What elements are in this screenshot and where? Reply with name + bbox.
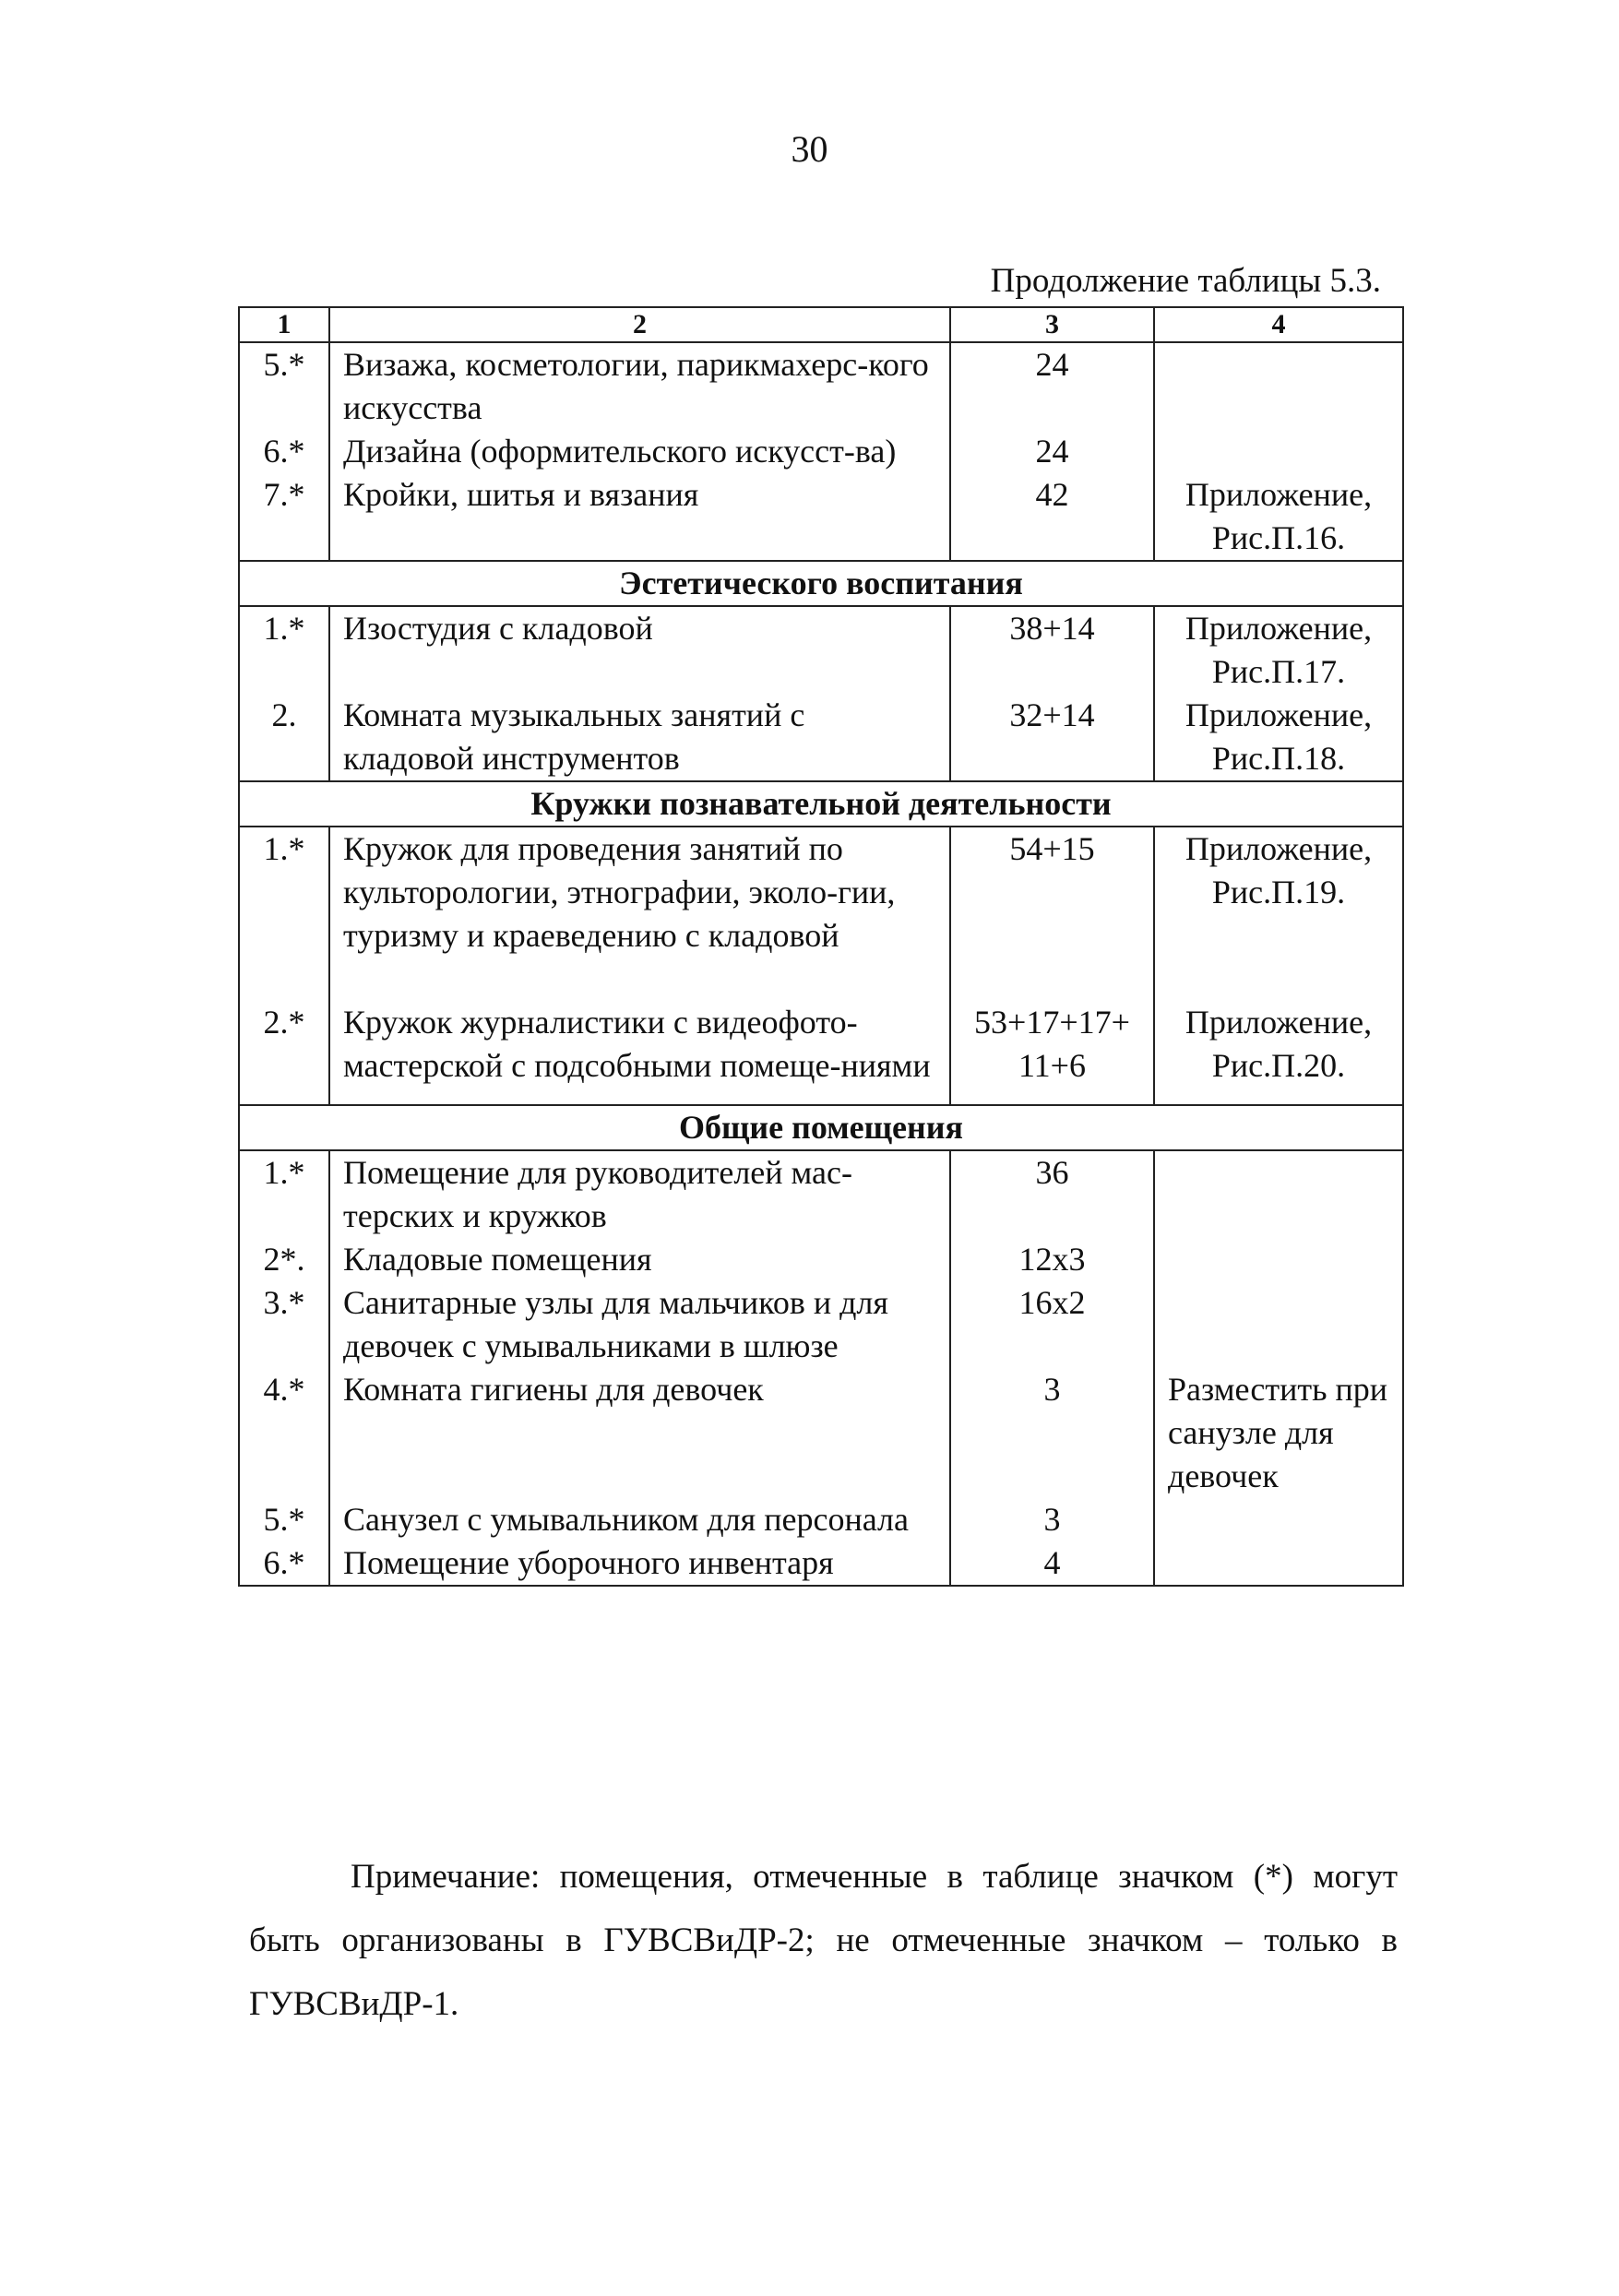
table-row xyxy=(239,1238,1403,1281)
row-name: Кладовые помещения xyxy=(329,1238,950,1281)
row-number: 2*. xyxy=(239,1238,329,1281)
table-row xyxy=(239,1150,1403,1238)
table-row xyxy=(239,342,1403,430)
table-row xyxy=(239,606,1403,694)
section-title-common: Общие помещения xyxy=(239,1105,1403,1150)
header-col-3: 3 xyxy=(950,307,1154,342)
row-note: Приложение, Рис.П.18. xyxy=(1154,694,1403,781)
row-name: Комната музыкальных занятий с кладовой инструментов xyxy=(329,694,950,781)
table-row xyxy=(239,694,1403,781)
row-note xyxy=(1154,342,1403,430)
row-number: 2.* xyxy=(239,1001,329,1105)
row-note xyxy=(1154,1238,1403,1281)
table-row xyxy=(239,1281,1403,1368)
table-caption: Продолжение таблицы 5.3. xyxy=(990,262,1381,300)
row-number: 5.* xyxy=(239,1498,329,1541)
row-area: 36 xyxy=(950,1150,1154,1238)
row-area: 32+14 xyxy=(950,694,1154,781)
footnote-text: Примечание: помещения, отмеченные в таблице значком (*) могут быть организованы в ГУВСВиДР-2; не отмеченные значком – только в ГУВСВиДР-1. xyxy=(249,1858,1398,2023)
row-area: 3 xyxy=(950,1498,1154,1541)
row-number: 3.* xyxy=(239,1281,329,1368)
row-area: 4 xyxy=(950,1541,1154,1586)
row-area: 3 xyxy=(950,1368,1154,1498)
row-note: Приложение, Рис.П.19. xyxy=(1154,827,1403,1001)
row-note xyxy=(1154,1541,1403,1586)
row-number: 1.* xyxy=(239,1150,329,1238)
row-number: 2. xyxy=(239,694,329,781)
row-area: 24 xyxy=(950,430,1154,473)
row-area: 42 xyxy=(950,473,1154,561)
row-area: 54+15 xyxy=(950,827,1154,1001)
row-name: Кружок журналистики с видеофото-мастерской с подсобными помеще-ниями xyxy=(329,1001,950,1105)
row-note: Приложение, Рис.П.20. xyxy=(1154,1001,1403,1105)
row-number: 4.* xyxy=(239,1368,329,1498)
table-row xyxy=(239,1001,1403,1105)
section-title-clubs: Кружки познавательной деятельности xyxy=(239,781,1403,827)
row-area: 24 xyxy=(950,342,1154,430)
table-row xyxy=(239,1498,1403,1541)
table-header-row xyxy=(239,307,1403,342)
page-number: 30 xyxy=(791,128,828,170)
row-note: Разместить при санузле для девочек xyxy=(1154,1368,1403,1498)
table-row xyxy=(239,1541,1403,1586)
table-row xyxy=(239,1368,1403,1498)
row-name: Комната гигиены для девочек xyxy=(329,1368,950,1498)
row-note xyxy=(1154,1498,1403,1541)
section-row-aesthetic xyxy=(239,561,1403,606)
footnote xyxy=(249,1845,1398,2036)
row-area: 12x3 xyxy=(950,1238,1154,1281)
row-name: Санузел с умывальником для персонала xyxy=(329,1498,950,1541)
row-number: 1.* xyxy=(239,827,329,1001)
row-name: Изостудия с кладовой xyxy=(329,606,950,694)
row-note: Приложение, Рис.П.16. xyxy=(1154,473,1403,561)
row-name: Кружок для проведения занятий по культорологии, этнографии, эколо-гии, туризму и краеведению с кладовой xyxy=(329,827,950,1001)
row-name: Визажа, косметологии, парикмахерс-кого искусства xyxy=(329,342,950,430)
row-number: 6.* xyxy=(239,430,329,473)
row-number: 6.* xyxy=(239,1541,329,1586)
row-name: Помещение для руководителей мас-терских и кружков xyxy=(329,1150,950,1238)
row-note xyxy=(1154,430,1403,473)
row-area: 16x2 xyxy=(950,1281,1154,1368)
table-row xyxy=(239,473,1403,561)
row-note xyxy=(1154,1281,1403,1368)
row-number: 5.* xyxy=(239,342,329,430)
row-area: 38+14 xyxy=(950,606,1154,694)
header-col-2: 2 xyxy=(329,307,950,342)
header-col-1: 1 xyxy=(239,307,329,342)
row-name: Кройки, шитья и вязания xyxy=(329,473,950,561)
row-area: 53+17+17+ 11+6 xyxy=(950,1001,1154,1105)
row-note xyxy=(1154,1150,1403,1238)
row-name: Санитарные узлы для мальчиков и для девочек с умывальниками в шлюзе xyxy=(329,1281,950,1368)
row-number: 1.* xyxy=(239,606,329,694)
row-name: Дизайна (оформительского искусст-ва) xyxy=(329,430,950,473)
rooms-table xyxy=(238,306,1404,1587)
section-row-common xyxy=(239,1105,1403,1150)
row-note: Приложение, Рис.П.17. xyxy=(1154,606,1403,694)
header-col-4: 4 xyxy=(1154,307,1403,342)
section-title-aesthetic: Эстетического воспитания xyxy=(239,561,1403,606)
table-row xyxy=(239,430,1403,473)
table-row xyxy=(239,827,1403,1001)
row-name: Помещение уборочного инвентаря xyxy=(329,1541,950,1586)
section-row-clubs xyxy=(239,781,1403,827)
row-number: 7.* xyxy=(239,473,329,561)
